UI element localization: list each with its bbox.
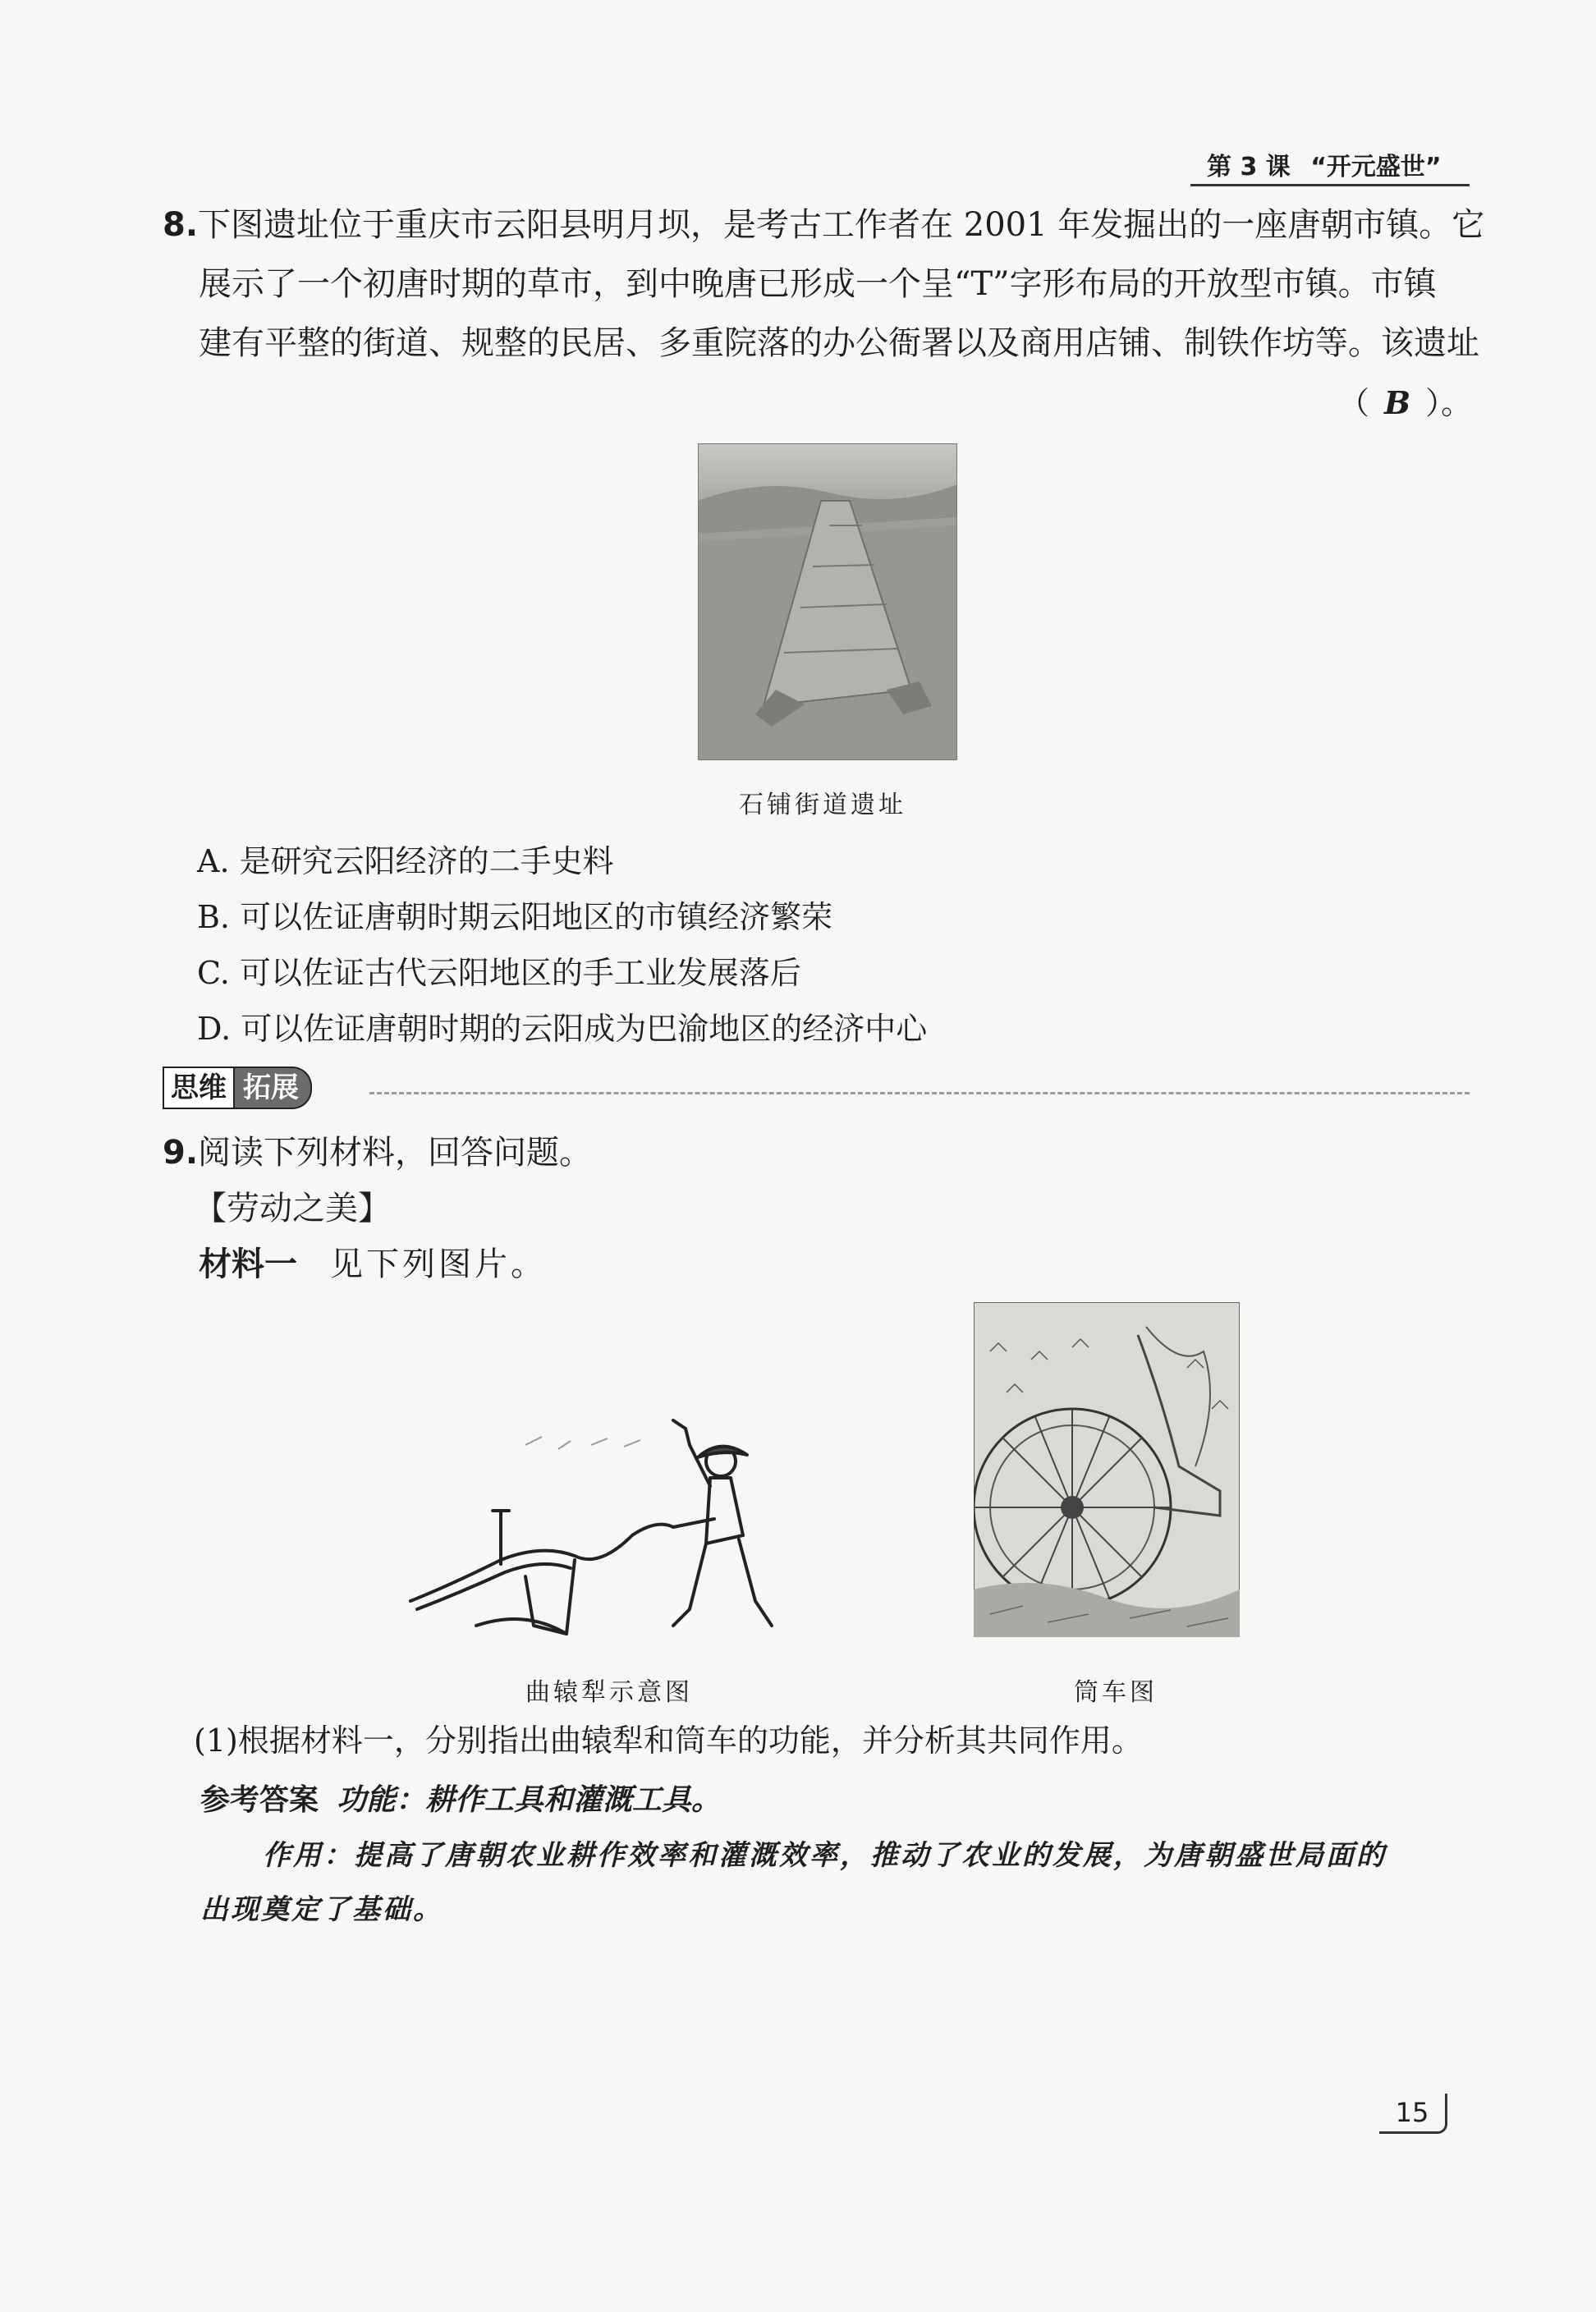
photo-caption: 石铺街道遗址 (739, 791, 906, 819)
page-number: 15 (1379, 2094, 1447, 2134)
section-tag-b: 拓展 (235, 1067, 312, 1109)
q8-answer-blank: （ B ）。 (1338, 384, 1473, 421)
water-wheel-illustration (974, 1302, 1240, 1637)
q8-number: 8. (163, 206, 199, 244)
q9-prompt: 9.阅读下列材料，回答问题。 (163, 1134, 593, 1172)
curved-plow-illustration (402, 1412, 788, 1650)
running-header (1207, 146, 1442, 182)
q8-line-2: 展示了一个初唐时期的草市，到中晚唐已形成一个呈“T”字形布局的开放型市镇。市镇 (199, 265, 1437, 303)
q8-option-b: B. 可以佐证唐朝时期云阳地区的市镇经济繁荣 (197, 899, 833, 935)
reference-answer-label: 参考答案 (200, 1783, 319, 1817)
header-lesson: 第 3 课 (1207, 153, 1291, 181)
q8-line-3: 建有平整的街道、规整的民居、多重院落的办公衙署以及商用店铺、制铁作坊等。该遗址 (199, 324, 1479, 362)
q9-number: 9. (163, 1134, 199, 1172)
q9-subquestion-1: (1)根据材料一，分别指出曲辕犁和筒车的功能，并分析其共同作用。 (194, 1723, 1143, 1759)
q8-option-d: D. 可以佐证唐朝时期的云阳成为巴渝地区的经济中心 (197, 1011, 928, 1047)
q8-line-1: 8.下图遗址位于重庆市云阳县明月坝，是考古工作者在 2001 年发掘出的一座唐朝市镇。它 (163, 206, 1485, 244)
reference-answer-line-2: 作用：提高了唐朝农业耕作效率和灌溉效率，推动了农业的发展，为唐朝盛世局面的 (263, 1839, 1387, 1872)
material-label: 材料一 (199, 1245, 297, 1283)
q8-option-c: C. 可以佐证古代云阳地区的手工业发展落后 (197, 955, 801, 991)
q9-theme: 【劳动之美】 (194, 1190, 391, 1227)
reference-answer-line-1 (200, 1770, 721, 1830)
section-tag-a: 思维 (163, 1067, 235, 1109)
section-rule (369, 1092, 1470, 1094)
q8-option-a: A. 是研究云阳经济的二手史料 (197, 843, 614, 879)
q9-material-line (199, 1235, 547, 1294)
q8-handwritten-answer: B (1384, 384, 1411, 421)
material-text: 见下列图片。 (330, 1245, 547, 1283)
section-tag-thinking-extension (163, 1066, 365, 1110)
water-wheel-caption: 筒车图 (1074, 1678, 1158, 1707)
reference-answer-function: 功能：耕作工具和灌溉工具。 (337, 1782, 722, 1817)
header-title: “开元盛世” (1310, 153, 1442, 181)
header-rule (1190, 184, 1470, 186)
reference-answer-line-3: 出现奠定了基础。 (200, 1893, 443, 1926)
plow-caption: 曲辕犁示意图 (525, 1678, 693, 1707)
street-ruins-photo (698, 443, 957, 760)
